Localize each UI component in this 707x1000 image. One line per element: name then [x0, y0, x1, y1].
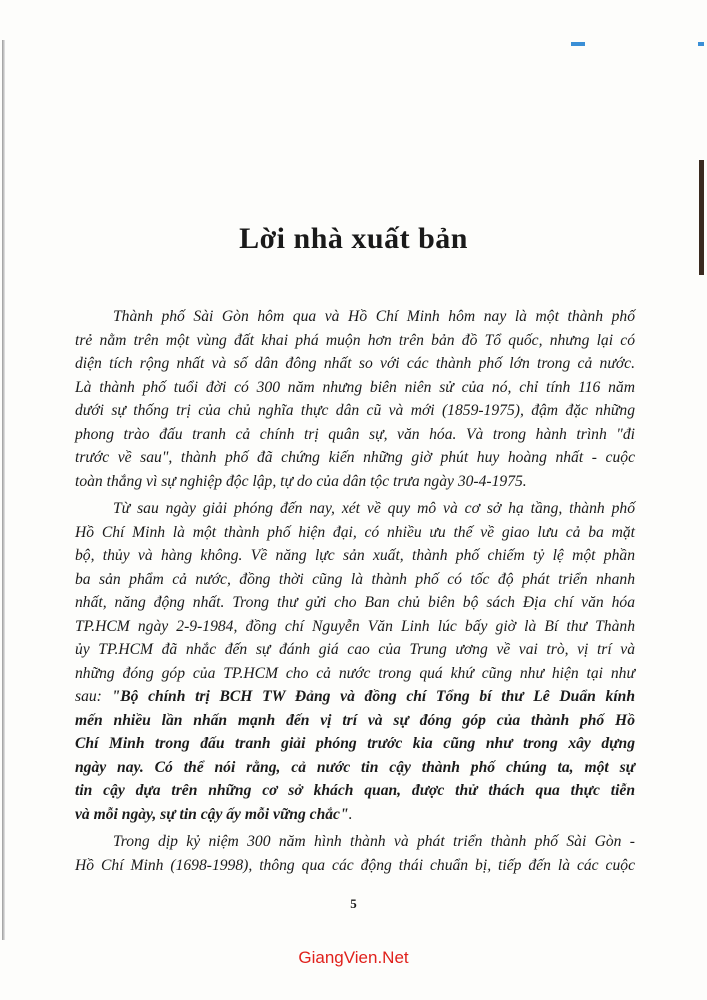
text-line: những đóng góp của TP.HCM cho cả nước trong quá khứ cũng như hiện tại như — [75, 664, 635, 682]
quote-line: ngày nay. Có thể nói rằng, cả nước tin cậy thành phố chúng ta, một sự — [75, 758, 635, 776]
quote-line: mến nhiều lần nhấn mạnh đến vị trí và sự đóng góp của thành phố Hồ — [75, 711, 635, 729]
page-binding-edge — [2, 40, 5, 940]
text-line: bộ, thủy và hàng không. Về năng lực sản xuất, thành phố chiếm tỷ lệ một phần — [75, 547, 635, 564]
text-line: Trong dịp kỷ niệm 300 năm hình thành và phát triển thành phố Sài Gòn - — [113, 833, 635, 850]
text-line: TP.HCM ngày 2-9-1984, đồng chí Nguyễn Văn Linh lúc bấy giờ là Bí thư Thành — [75, 617, 635, 635]
text-line: ủy TP.HCM đã nhắc đến sự đánh giá cao của Trung ương về vai trò, vị trí và — [75, 641, 635, 658]
quote-line: tin cậy dựa trên những cơ sở khách quan, được thử thách qua thực tiễn — [75, 782, 635, 799]
scan-mark — [698, 42, 704, 46]
text-line: trước về sau", thành phố đã chứng kiến những giờ phút huy hoàng nhất - cuộc — [75, 449, 635, 466]
text-line: Hồ Chí Minh là một thành phố hiện đại, có nhiều ưu thế về giao lưu cả ba mặt — [75, 523, 635, 541]
page-title: Lời nhà xuất bản — [239, 222, 468, 255]
quote-text: "Bộ chính trị BCH TW Đảng và đồng chí Tổng bí thư Lê Duẩn kính — [111, 688, 635, 705]
paragraph-1 — [75, 305, 635, 493]
paragraph-2 — [75, 497, 635, 826]
text-line: trẻ nằm trên một vùng đất khai phá muộn hơn trên bản đồ Tổ quốc, nhưng lại có — [75, 331, 635, 349]
body-text — [75, 305, 635, 877]
text-line: Từ sau ngày giải phóng đến nay, xét về quy mô và cơ sở hạ tầng, thành phố — [113, 500, 635, 517]
text-line: Là thành phố tuổi đời có 300 năm nhưng biên niên sử của nó, chỉ tính 116 năm — [75, 378, 635, 396]
text-line: Hồ Chí Minh (1698-1998), thông qua các động thái chuẩn bị, tiếp đến là các cuộc — [75, 856, 635, 874]
text-line: phong trào đấu tranh cả chính trị quân sự, văn hóa. Và trong hành trình "đi — [75, 425, 635, 443]
text-line: Thành phố Sài Gòn hôm qua và Hồ Chí Minh hôm nay là một thành phố — [113, 308, 635, 325]
watermark-text: GiangVien.Net — [298, 948, 409, 967]
text-line: diện tích rộng nhất và số dân đông nhất so với các thành phố lớn trong cả nước. — [75, 355, 635, 372]
text-line: ba sản phẩm cả nước, đồng thời cũng là thành phố có tốc độ phát triển nhanh — [75, 570, 635, 588]
quote-lead: sau: — [75, 688, 112, 705]
text-line: toàn thắng vì sự nghiệp độc lập, tự do của dân tộc trưa ngày 30-4-1975. — [75, 472, 527, 490]
quote-end: . — [348, 805, 353, 823]
text-line — [75, 685, 635, 709]
text-line: nhất, năng động nhất. Trong thư gửi cho Ban chủ biên bộ sách Địa chí văn hóa — [75, 594, 635, 611]
page-number: 5 — [350, 896, 357, 911]
quote-line: Chí Minh trong đấu tranh giải phóng trước kia cũng như trong xây dựng — [75, 735, 635, 752]
text-line: dưới sự thống trị của chủ nghĩa thực dân cũ và mới (1859-1975), đậm đặc những — [75, 402, 635, 419]
text-line — [75, 803, 635, 827]
page-edge-mark — [699, 160, 704, 275]
paragraph-3 — [75, 830, 635, 877]
scan-mark — [571, 42, 585, 46]
quote-text: và mỗi ngày, sự tin cậy ấy mỗi vững chắc" — [75, 805, 349, 823]
